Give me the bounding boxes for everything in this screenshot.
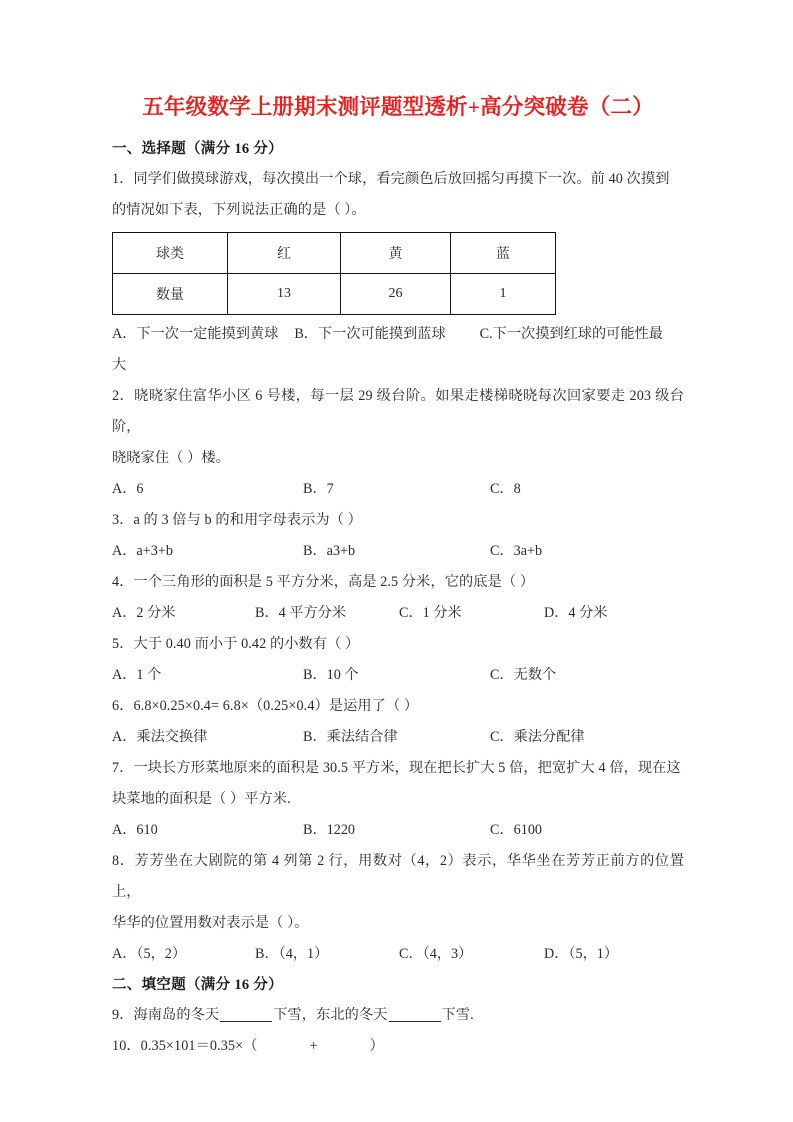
option-c: C.下一次摸到红球的可能性最: [479, 326, 663, 342]
question-3-stem: 3．a 的 3 倍与 b 的和用字母表示为（ ）: [112, 512, 362, 528]
option-a: A．1 个: [112, 667, 162, 683]
question-4-stem: 4．一个三角形的面积是 5 平方分米，高是 2.5 分米，它的底是（ ）: [112, 574, 535, 590]
question-1-stem-line2: 的情况如下表，下列说法正确的是（ ）。: [112, 202, 366, 218]
option-a: A．a+3+b: [112, 543, 173, 559]
question-2-options: [112, 474, 684, 505]
question-8: [112, 846, 684, 970]
option-b: B．1220: [303, 822, 356, 838]
option-d: D．4 分米: [544, 605, 608, 621]
question-3: [112, 505, 684, 567]
table-cell: 数量: [113, 274, 228, 315]
question-6-stem: 6．6.8×0.25×0.4= 6.8×（0.25×0.4）是运用了（ ）: [112, 698, 419, 714]
option-c: C．无数个: [490, 667, 557, 683]
table-cell: 13: [228, 274, 341, 315]
section-heading-choice: 一、选择题（满分 16 分）: [112, 141, 283, 157]
option-b: B．4 平方分米: [255, 605, 347, 621]
option-c: C．8: [490, 481, 521, 497]
option-b: B．乘法结合律: [303, 729, 398, 745]
section-heading-fill-blank: 二、填空题（满分 16 分）: [112, 977, 283, 993]
question-7-stem-line1: 7．一块长方形菜地原来的面积是 30.5 平方米，现在把长扩大 5 倍，把宽扩大 4 倍，现在这: [112, 760, 681, 776]
question-3-options: [112, 536, 684, 567]
option-a: A．下一次一定能摸到黄球: [112, 326, 279, 342]
question-10-part3: ）: [369, 1038, 384, 1054]
question-5-stem: 5．大于 0.40 而小于 0.42 的小数有（ ）: [112, 636, 360, 652]
table-header-cell: 红: [228, 233, 341, 274]
question-1: [112, 164, 684, 381]
option-a: A．乘法交换律: [112, 729, 208, 745]
table-row-header: [113, 233, 556, 274]
option-c: C．（4，3）: [399, 946, 473, 962]
option-a: A．6: [112, 481, 144, 497]
question-1-options-wrap: 大: [112, 357, 127, 373]
question-7: [112, 753, 684, 846]
document-body: [112, 92, 684, 1062]
option-d: D．（5，1）: [544, 946, 619, 962]
table-header-cell: 球类: [113, 233, 228, 274]
question-9: [112, 1000, 684, 1031]
question-5-options: [112, 660, 684, 691]
question-4: [112, 567, 684, 629]
table-row: [113, 274, 556, 315]
question-9-part2: 下雪，东北的冬天: [273, 1007, 388, 1023]
question-10-part1: 10．0.35×101＝0.35×（: [112, 1038, 258, 1054]
question-9-part1: 9．海南岛的冬天: [112, 1007, 220, 1023]
option-a: A．（5，2）: [112, 946, 187, 962]
option-b: B．（4，1）: [255, 946, 329, 962]
answer-blank[interactable]: [220, 1020, 272, 1022]
question-9-part3: 下雪.: [441, 1007, 474, 1023]
ball-count-table: [112, 232, 556, 315]
option-b: B．下一次可能摸到蓝球: [294, 326, 446, 342]
answer-blank[interactable]: [389, 1020, 441, 1022]
question-1-stem-line1: 1．同学们做摸球游戏，每次摸出一个球，看完颜色后放回摇匀再摸下一次。前 40 次摸到: [112, 171, 670, 187]
option-c: C．1 分米: [399, 605, 462, 621]
question-7-options: [112, 815, 684, 846]
question-10: [112, 1031, 684, 1062]
table-cell: 1: [451, 274, 556, 315]
option-b: B．10 个: [303, 667, 359, 683]
question-8-stem-line1: 8．芳芳坐在大剧院的第 4 列第 2 行，用数对（4，2）表示，华华坐在芳芳正前方的位置上，: [112, 853, 684, 900]
question-8-stem-line2: 华华的位置用数对表示是（ ）。: [112, 915, 309, 931]
option-c: C．6100: [490, 822, 543, 838]
question-1-options: [112, 319, 684, 350]
table-header-cell: 黄: [341, 233, 451, 274]
page-title: 五年级数学上册期末测评题型透析+高分突破卷（二）: [142, 95, 654, 119]
question-2-stem-line2: 晓晓家住（ ）楼。: [112, 450, 230, 466]
option-c: C．3a+b: [490, 543, 543, 559]
question-2-stem-line1: 2．晓晓家住富华小区 6 号楼，每一层 29 级台阶。如果走楼梯晓晓每次回家要走 203 级台阶，: [112, 388, 684, 435]
question-6-options: [112, 722, 684, 753]
question-2: [112, 381, 684, 505]
question-6: [112, 691, 684, 753]
option-a: A．2 分米: [112, 605, 176, 621]
question-10-part2: +: [309, 1038, 318, 1054]
table-cell: 26: [341, 274, 451, 315]
question-5: [112, 629, 684, 691]
option-a: A．610: [112, 822, 158, 838]
question-4-options: [112, 598, 684, 629]
table-header-cell: 蓝: [451, 233, 556, 274]
option-b: B．7: [303, 481, 334, 497]
question-8-options: [112, 939, 684, 970]
option-c: C．乘法分配律: [490, 729, 585, 745]
option-b: B．a3+b: [303, 543, 356, 559]
question-7-stem-line2: 块菜地的面积是（ ）平方米.: [112, 791, 291, 807]
